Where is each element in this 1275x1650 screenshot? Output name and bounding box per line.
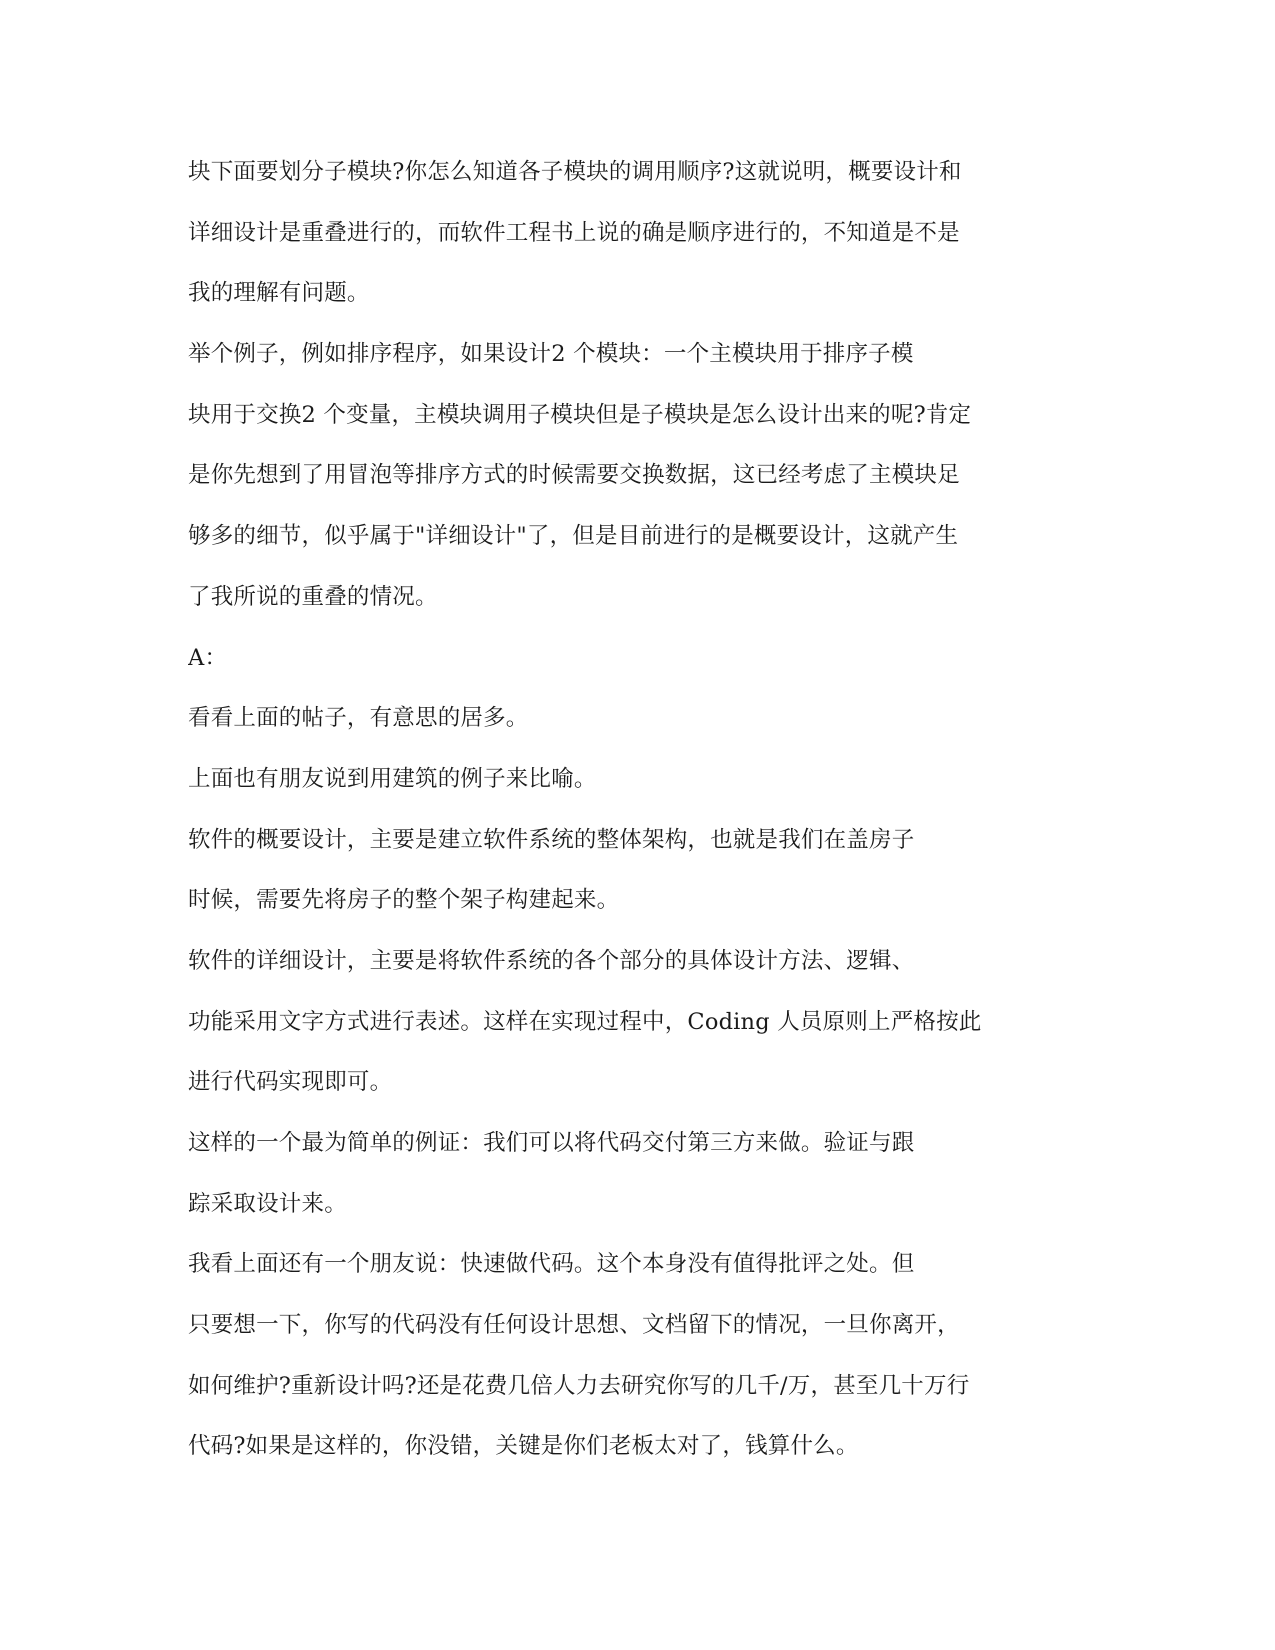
text-line: 软件的概要设计，主要是建立软件系统的整体架构，也就是我们在盖房子	[188, 826, 915, 853]
text-line: 代码?如果是这样的，你没错，关键是你们老板太对了，钱算什么。	[188, 1433, 859, 1460]
answer-label: A：	[188, 644, 228, 671]
text-line: 我的理解有问题。	[188, 280, 370, 307]
text-line: 举个例子，例如排序程序，如果设计2 个模块：一个主模块用于排序子模	[188, 341, 914, 368]
text-line: 块用于交换2 个变量，主模块调用子模块但是子模块是怎么设计出来的呢?肯定	[188, 401, 972, 428]
text-line: 只要想一下，你写的代码没有任何设计思想、文档留下的情况，一旦你离开，	[188, 1312, 960, 1339]
text-line: 这样的一个最为简单的例证：我们可以将代码交付第三方来做。验证与跟	[188, 1130, 915, 1156]
text-line: 进行代码实现即可。	[188, 1069, 393, 1096]
text-line: 了我所说的重叠的情况。	[188, 583, 438, 610]
text-line: 块下面要划分子模块?你怎么知道各子模块的调用顺序?这就说明，概要设计和	[188, 159, 962, 185]
text-line: 看看上面的帖子，有意思的居多。	[188, 705, 529, 732]
text-line: 踪采取设计来。	[188, 1190, 347, 1217]
text-line: 详细设计是重叠进行的，而软件工程书上说的确是顺序进行的，不知道是不是	[188, 219, 960, 246]
text-line: 够多的细节，似乎属于"详细设计"了，但是目前进行的是概要设计，这就产生	[188, 523, 959, 550]
text-line: 功能采用文字方式进行表述。这样在实现过程中，Coding 人员原则上严格按此	[188, 1008, 982, 1035]
text-line: 如何维护?重新设计吗?还是花费几倍人力去研究你写的几千/万，甚至几十万行	[188, 1372, 970, 1399]
text-line: 时候，需要先将房子的整个架子构建起来。	[188, 887, 620, 914]
text-line: 我看上面还有一个朋友说：快速做代码。这个本身没有值得批评之处。但	[188, 1251, 915, 1278]
document-body	[188, 142, 1068, 1477]
text-line: 是你先想到了用冒泡等排序方式的时候需要交换数据，这已经考虑了主模块足	[188, 462, 960, 489]
text-line: 软件的详细设计，主要是将软件系统的各个部分的具体设计方法、逻辑、	[188, 947, 915, 974]
text-line: 上面也有朋友说到用建筑的例子来比喻。	[188, 765, 597, 792]
